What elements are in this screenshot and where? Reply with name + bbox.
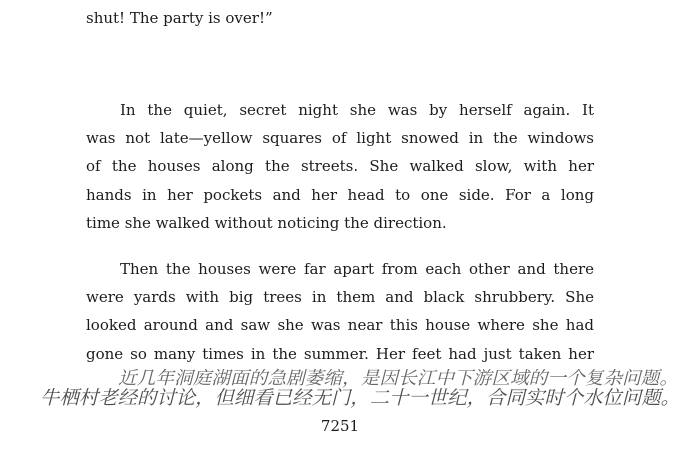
text-line: hands in her pockets and her head to one side. For a long	[86, 186, 594, 204]
text-line: looked around and saw she was near this house where she had	[86, 316, 594, 334]
text-line: Then the houses were far apart from each other and there	[120, 260, 594, 278]
text-line: gone so many times in the summer. Her feet had just taken her	[86, 345, 594, 363]
text-line: In the quiet, secret night she was by herself again. It	[120, 101, 594, 119]
text-line: shut! The party is over!”	[86, 9, 273, 27]
handwriting-line-lower: 牛栖村老经的讨论，但细看已经无门，二十一世纪，合同实时个水位问题。	[40, 387, 680, 409]
handwritten-annotation	[0, 362, 680, 412]
handwriting-line-upper: 近几年洞庭湖面的急剧萎缩，是因长江中下游区域的一个复杂问题。	[118, 368, 678, 389]
text-line: of the houses along the streets. She walked slow, with her	[86, 157, 594, 175]
text-line: time she walked without noticing the direction.	[86, 214, 447, 232]
text-line: was not late—yellow squares of light snowed in the windows	[86, 129, 594, 147]
text-line: were yards with big trees in them and black shrubbery. She	[86, 288, 594, 306]
page-number: 7251	[320, 417, 360, 435]
